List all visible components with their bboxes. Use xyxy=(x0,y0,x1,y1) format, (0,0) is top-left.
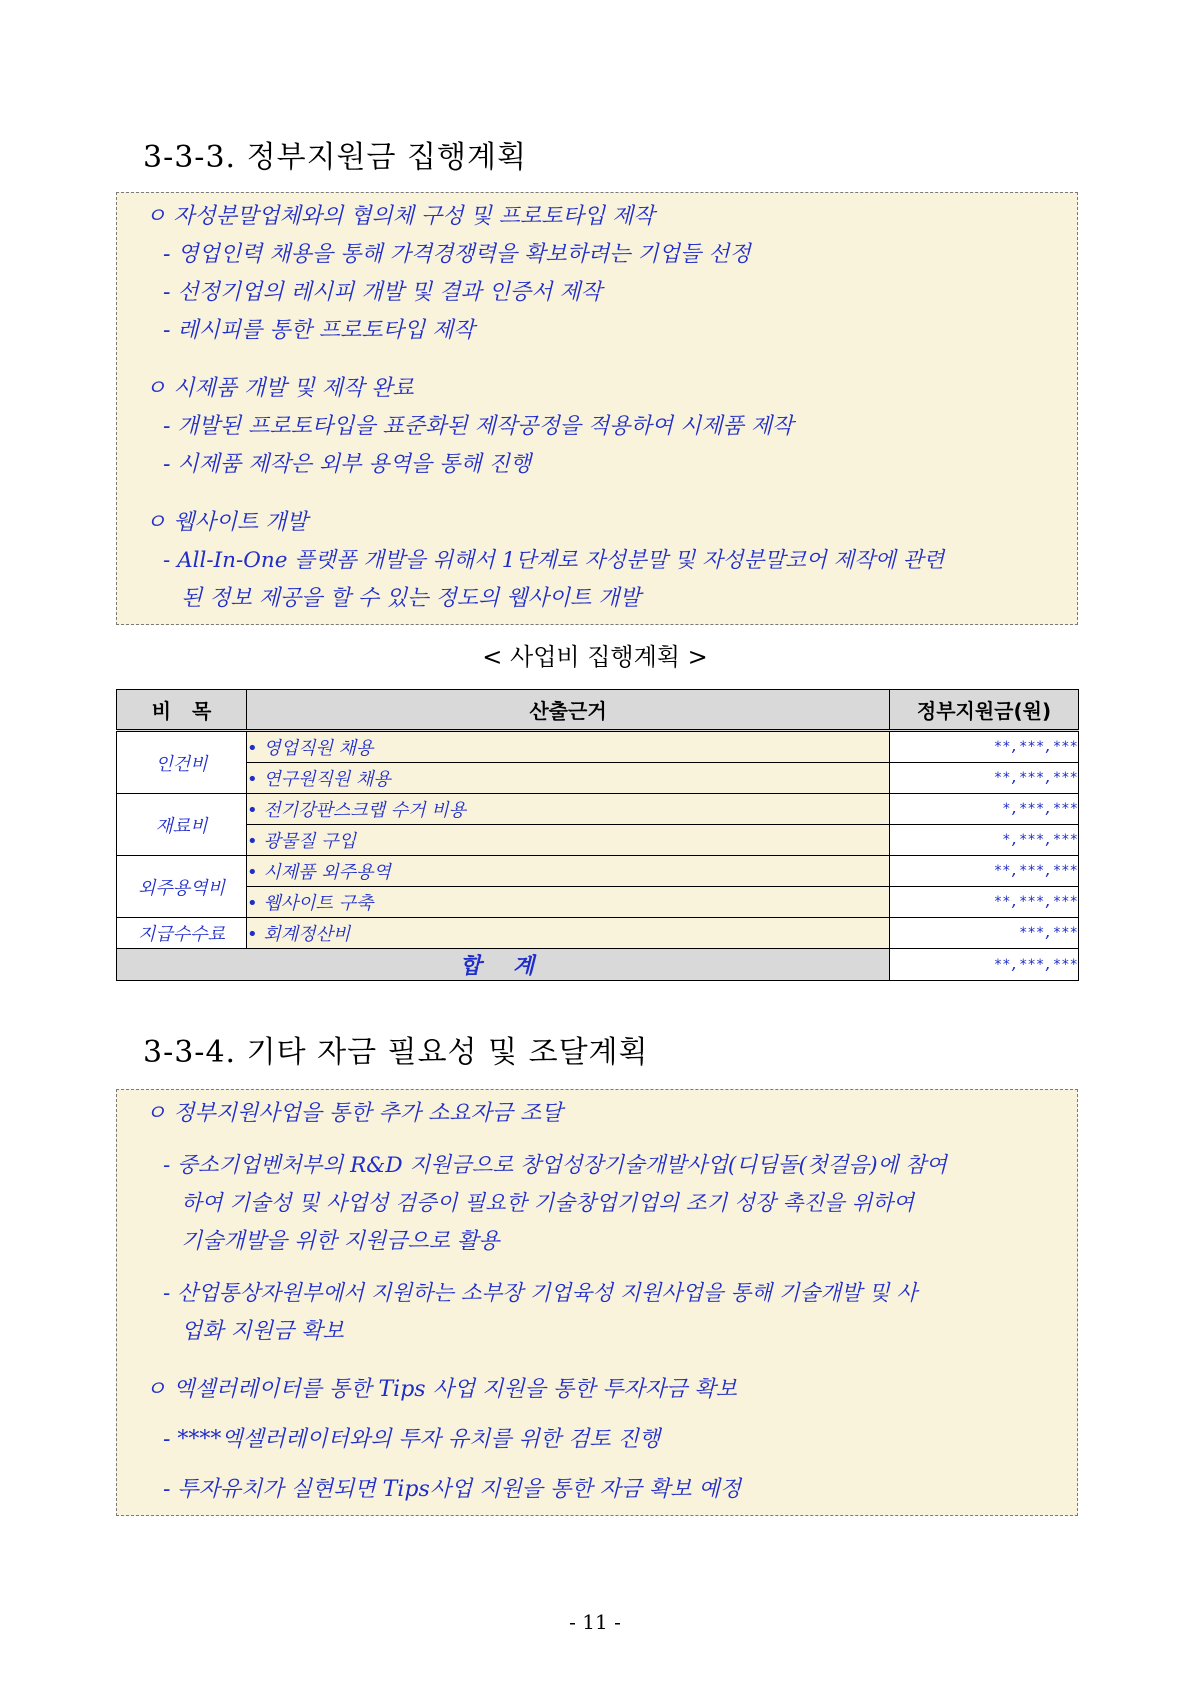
basis-cell: • 시제품 외주용역 xyxy=(247,856,890,887)
plan-subitem: - 선정기업의 레시피 개발 및 결과 인증서 제작 xyxy=(163,280,602,305)
table-row xyxy=(117,887,1079,918)
plan-subitem-continued: 된 정보 제공을 할 수 있는 정도의 웹사이트 개발 xyxy=(181,586,641,611)
amount-cell: **,***,*** xyxy=(890,856,1079,887)
basis-cell: • 연구원직원 채용 xyxy=(247,763,890,794)
total-amount: **,***,*** xyxy=(890,949,1079,981)
funding-subitem: - 중소기업벤처부의 R&D 지원금으로 창업성장기술개발사업(디딤돌(첫걸음)에 참여 xyxy=(163,1153,947,1178)
category-cell: 지급수수료 xyxy=(117,918,247,949)
plan-bullet: ㅇ 자성분말업체와의 협의체 구성 및 프로토타입 제작 xyxy=(145,204,655,229)
plan-subitem: - 영업인력 채용을 통해 가격경쟁력을 확보하려는 기업들 선정 xyxy=(163,242,751,267)
amount-cell: *,***,*** xyxy=(890,825,1079,856)
basis-cell: • 광물질 구입 xyxy=(247,825,890,856)
funding-bullet: ㅇ 정부지원사업을 통한 추가 소요자금 조달 xyxy=(145,1101,563,1126)
basis-cell: • 웹사이트 구축 xyxy=(247,887,890,918)
table-row xyxy=(117,825,1079,856)
funding-subitem: - 산업통상자원부에서 지원하는 소부장 기업육성 지원사업을 통해 기술개발 및 사 xyxy=(163,1281,918,1306)
amount-cell: **,***,*** xyxy=(890,887,1079,918)
funding-subitem-continued: 하여 기술성 및 사업성 검증이 필요한 기술창업기업의 조기 성장 촉진을 위하여 xyxy=(181,1191,914,1216)
funding-subitem-continued: 기술개발을 위한 지원금으로 활용 xyxy=(181,1229,500,1254)
plan-subitem: - 개발된 프로토타입을 표준화된 제작공정을 적용하여 시제품 제작 xyxy=(163,414,794,439)
total-label: 합 계 xyxy=(117,949,890,981)
section-title-other-funding: 3-3-4. 기타 자금 필요성 및 조달계획 xyxy=(143,1035,649,1070)
category-cell: 인건비 xyxy=(117,731,247,794)
table-row xyxy=(117,918,1079,949)
execution-plan-box xyxy=(116,192,1078,625)
basis-cell: • 전기강판스크랩 수거 비용 xyxy=(247,794,890,825)
amount-cell: **,***,*** xyxy=(890,731,1079,763)
amount-cell: *,***,*** xyxy=(890,794,1079,825)
section-title-execution-plan: 3-3-3. 정부지원금 집행계획 xyxy=(143,140,527,175)
table-row xyxy=(117,856,1079,887)
header-basis: 산출근거 xyxy=(247,690,890,731)
amount-cell: **,***,*** xyxy=(890,763,1079,794)
amount-cell: ***,*** xyxy=(890,918,1079,949)
table-row xyxy=(117,794,1079,825)
table-caption: < 사업비 집행계획 > xyxy=(482,643,708,671)
table-header-row xyxy=(117,690,1079,731)
basis-cell: • 회계정산비 xyxy=(247,918,890,949)
header-category: 비 목 xyxy=(117,690,247,731)
table-row xyxy=(117,763,1079,794)
funding-subitem: - 투자유치가 실현되면 Tips사업 지원을 통한 자금 확보 예정 xyxy=(163,1477,742,1502)
table-total-row xyxy=(117,949,1079,981)
plan-subitem: - All-In-One 플랫폼 개발을 위해서 1단계로 자성분말 및 자성분말코어 제작에 관련 xyxy=(163,548,945,573)
category-cell: 외주용역비 xyxy=(117,856,247,918)
plan-bullet: ㅇ 웹사이트 개발 xyxy=(145,510,308,535)
funding-plan-box xyxy=(116,1089,1078,1516)
funding-subitem-continued: 업화 지원금 확보 xyxy=(181,1319,344,1344)
header-amount: 정부지원금(원) xyxy=(890,690,1079,731)
funding-bullet: ㅇ 엑셀러레이터를 통한 Tips 사업 지원을 통한 투자자금 확보 xyxy=(145,1377,737,1402)
table-row xyxy=(117,731,1079,763)
basis-cell: • 영업직원 채용 xyxy=(247,731,890,763)
page-number: - 11 - xyxy=(569,1610,621,1634)
budget-table xyxy=(116,689,1079,981)
plan-subitem: - 시제품 제작은 외부 용역을 통해 진행 xyxy=(163,452,532,477)
funding-subitem: - ****엑셀러레이터와의 투자 유치를 위한 검토 진행 xyxy=(163,1427,661,1452)
plan-bullet: ㅇ 시제품 개발 및 제작 완료 xyxy=(145,376,414,401)
category-cell: 재료비 xyxy=(117,794,247,856)
plan-subitem: - 레시피를 통한 프로토타입 제작 xyxy=(163,318,475,343)
